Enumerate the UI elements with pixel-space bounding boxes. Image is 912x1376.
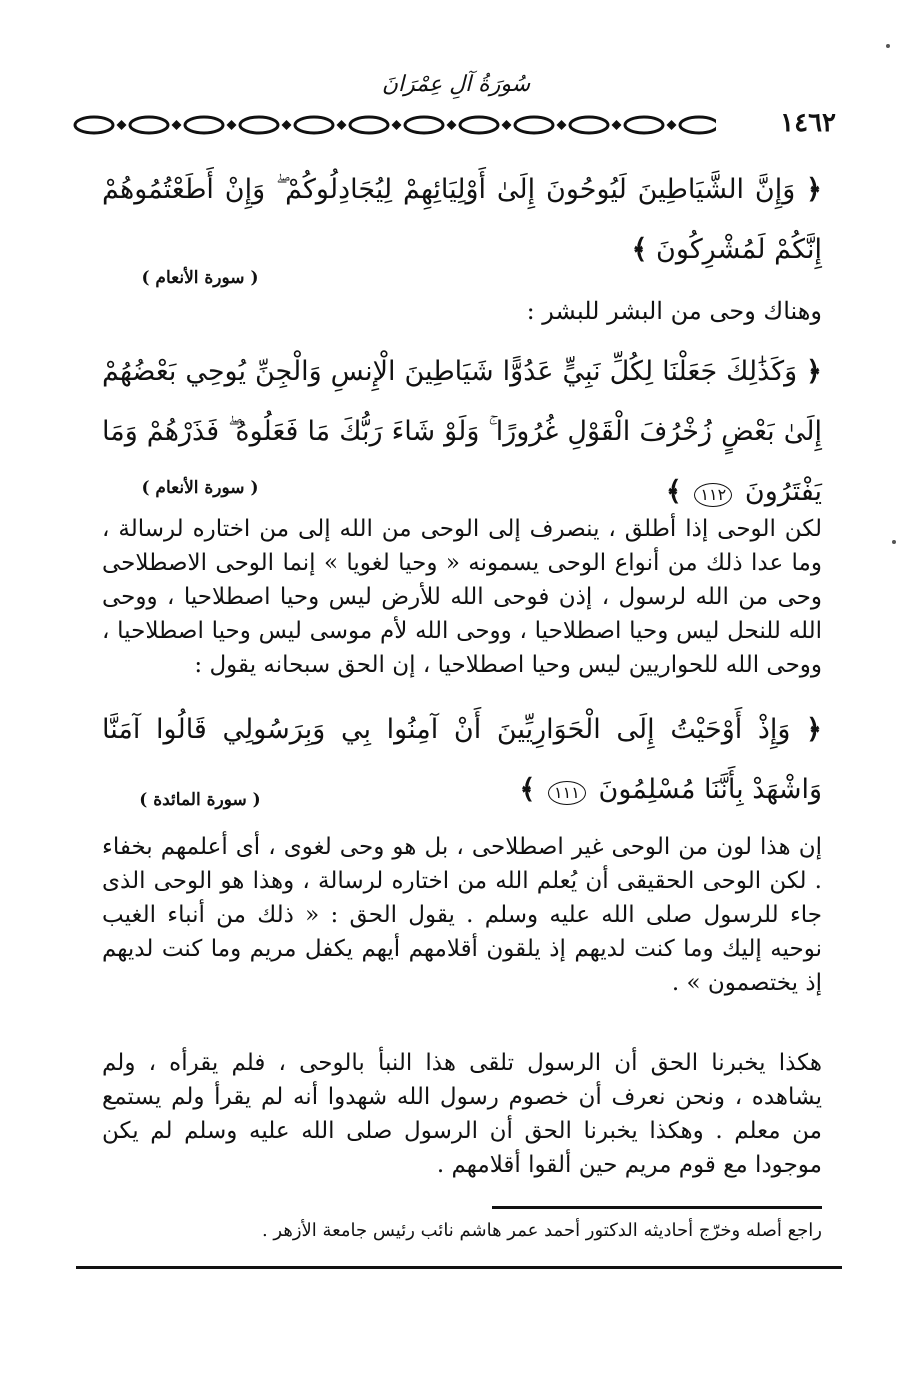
paragraph-2-text: إن هذا لون من الوحى غير اصطلاحى ، بل هو وحى لغوى ، أى أعلمهم بخفاء . لكن الوحى الحقيقى أن يُعلم الله من اختاره لرسالة ، وهذا هو الوحى الذى جاء للرسول صلى الله عليه وسلم . يقول الحق : « ذلك من أنباء الغيب نوحيه إليك وما كنت لديهم إذ يلقون أقلامهم أيهم يكفل مريم وما كنت لديهم إذ يختصمون » . xyxy=(102,834,822,996)
chain-link xyxy=(680,117,718,133)
paragraph-1-text: لكن الوحى إذا أطلق ، ينصرف إلى الوحى من الله إلى من اختاره لرسالة ، وما عدا ذلك من أنواع الوحى يسمونه « وحيا لغويا » إنما الوحى الاصطلاحى وحى من الله لرسول ، إذن فوحى الله للأرض ليس وحيا اصطلاحيا ، ووحى الله للنحل ليس وحيا اصطلاحيا ، ووحى الله لأم موسى ليس وحيا اصطلاحيا ، ووحى الله للحواريين ليس وحيا اصطلاحيا ، إن الحق سبحانه يقول : xyxy=(102,516,822,678)
verse-close-ornament: ﴾ xyxy=(665,476,682,507)
chain-link xyxy=(570,117,608,133)
intro-line: وهناك وحى من البشر للبشر : xyxy=(526,297,822,325)
paragraph-1 xyxy=(102,512,822,682)
chain-link xyxy=(130,117,168,133)
verse-open-ornament: ﴿ xyxy=(806,356,822,387)
chain-diamond xyxy=(502,120,512,130)
chain-diamond xyxy=(117,120,127,130)
paragraph-2 xyxy=(102,830,822,1000)
chain-link xyxy=(460,117,498,133)
chain-link xyxy=(295,117,333,133)
scan-speck xyxy=(886,44,890,48)
verse-3-line-1: وَإِذْ أَوْحَيْتُ إِلَى الْحَوَارِيِّينَ أَنْ آمِنُوا بِي وَبِرَسُولِي قَالُوا آمَنَّا وَاشْهَدْ بِأَنَّنَا xyxy=(102,714,822,805)
verse-2-number-medallion: ١١٢ xyxy=(694,483,732,507)
chain-diamond xyxy=(447,120,457,130)
chain-diamond xyxy=(282,120,292,130)
chain-diamond xyxy=(227,120,237,130)
chain-diamond xyxy=(392,120,402,130)
verse-close-ornament: ﴾ xyxy=(519,774,536,805)
verse-open-ornament: ﴿ xyxy=(806,174,822,205)
chain-link xyxy=(75,117,113,133)
quran-verse-1 xyxy=(102,160,822,280)
verse-3-line-2: مُسْلِمُونَ xyxy=(598,774,696,805)
verse-3-source: ( سورة المائدة ) xyxy=(139,790,261,810)
surah-title: سُورَةُ آلِ عِمْرَانَ xyxy=(381,72,531,97)
verse-1-source: ( سورة الأنعام ) xyxy=(141,268,259,288)
chain-diamond xyxy=(337,120,347,130)
chain-diamond xyxy=(612,120,622,130)
paragraph-3 xyxy=(102,1046,822,1182)
verse-1-line-2: لَمُشْرِكُونَ xyxy=(656,234,766,265)
footnote: راجع أصله وخرّج أحاديثه الدكتور أحمد عمر هاشم نائب رئيس جامعة الأزهر . xyxy=(261,1220,822,1241)
chain-diamond xyxy=(667,120,677,130)
chain-link xyxy=(625,117,663,133)
chain-link xyxy=(515,117,553,133)
verse-1-line-1: وَإِنَّ الشَّيَاطِينَ لَيُوحُونَ إِلَىٰ أَوْلِيَائِهِمْ لِيُجَادِلُوكُمْ ۖ وَإِنْ أَطَعْتُمُوهُمْ إِنَّكُمْ xyxy=(102,174,822,265)
chain-link xyxy=(405,117,443,133)
verse-2-source: ( سورة الأنعام ) xyxy=(141,478,259,498)
chain-link xyxy=(350,117,388,133)
paragraph-3-text: هكذا يخبرنا الحق أن الرسول تلقى هذا النبأ بالوحى ، فلم يقرأه ، ولم يشاهده ، ونحن نعرف أن خصوم رسول الله شهدوا أنه لم يقرأ ولم يستمع من معلم . وهكذا يخبرنا الحق أن الرسول صلى الله عليه وسلم لم يكن موجودا مع قوم مريم حين ألقوا أقلامهم . xyxy=(102,1050,822,1178)
chain-link xyxy=(240,117,278,133)
verse-3-number-medallion: ١١١ xyxy=(548,781,586,805)
chain-diamond xyxy=(172,120,182,130)
verse-2-line-1: وَكَذَٰلِكَ جَعَلْنَا لِكُلِّ نَبِيٍّ عَدُوًّا شَيَاطِينَ الْإِنسِ وَالْجِنِّ يُوحِي بَعْضُهُمْ إِلَىٰ بَعْضٍ xyxy=(102,356,822,447)
page-bottom-rule xyxy=(76,1266,842,1269)
page-number: ١٤٦٢ xyxy=(716,108,840,138)
chain-diamond xyxy=(557,120,567,130)
verse-close-ornament: ﴾ xyxy=(631,234,648,265)
verse-open-ornament: ﴿ xyxy=(806,714,822,745)
verse-2-line-2: زُخْرُفَ الْقَوْلِ غُرُورًا ۚ وَلَوْ شَاءَ رَبُّكَ مَا فَعَلُوهُ ۖ فَذَرْهُمْ وَمَا يَفْتَرُونَ xyxy=(102,416,822,507)
scan-speck xyxy=(892,540,896,544)
chain-link xyxy=(185,117,223,133)
footnote-divider xyxy=(492,1206,822,1209)
